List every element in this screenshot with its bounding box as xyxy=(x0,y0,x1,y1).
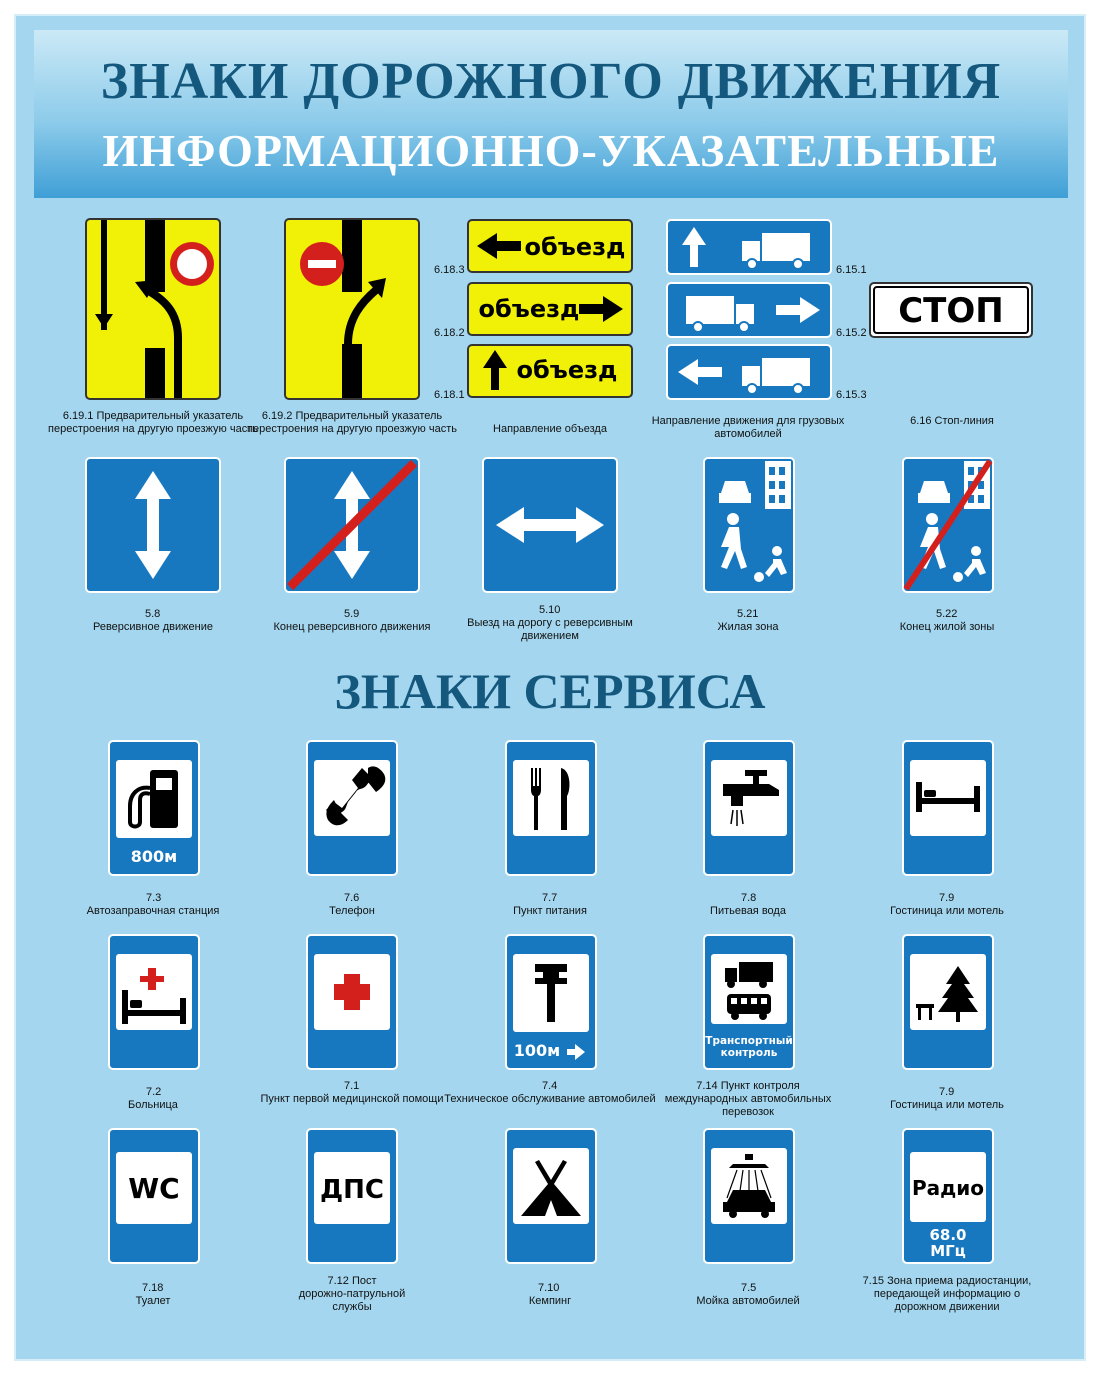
svg-text:WC: WC xyxy=(128,1172,180,1205)
svg-text:800м: 800м xyxy=(130,847,178,866)
caption-7-4: Техническое обслуживание автомобилей xyxy=(444,1093,656,1105)
code-5-8: 5.8 xyxy=(145,608,161,620)
code-7-12: 7.12 Пост xyxy=(327,1275,377,1287)
caption-6-19-1: 6.19.1 Предварительный указатель перестроения на другую проезжую часть xyxy=(48,410,258,435)
caption-5-9: Конец реверсивного движения xyxy=(273,621,431,633)
sign-7-8-drinking-water-icon xyxy=(703,740,795,876)
caption-7-5: Мойка автомобилей xyxy=(696,1295,800,1307)
svg-text:Транспортный: Транспортный xyxy=(705,1035,793,1047)
caption-7-8: Питьевая вода xyxy=(710,905,786,917)
code-6-18-3: 6.18.3 xyxy=(434,264,465,276)
sign-5-9-end-reversible-icon xyxy=(284,457,420,593)
code-6-15-3: 6.15.3 xyxy=(836,389,867,401)
sign-7-1-first-aid-icon xyxy=(306,934,398,1070)
caption-7-12: дорожно-патрульной службы xyxy=(298,1288,406,1313)
sign-5-22-end-living-zone-icon xyxy=(902,457,994,593)
caption-7-10: Кемпинг xyxy=(528,1295,572,1307)
code-7-6: 7.6 xyxy=(344,892,360,904)
sign-6-19-1-lane-change-icon xyxy=(85,218,221,400)
sign-5-21-living-zone-icon xyxy=(703,457,795,593)
caption-5-22: Конец жилой зоны xyxy=(899,621,995,633)
code-6-18-1: 6.18.1 xyxy=(434,389,465,401)
sign-7-9-hotel-icon xyxy=(902,740,994,876)
caption-7-6: Телефон xyxy=(329,905,375,917)
code-7-8: 7.8 xyxy=(741,892,757,904)
caption-5-21: Жилая зона xyxy=(717,621,779,633)
code-6-15-2: 6.15.2 xyxy=(836,327,867,339)
caption-7-14: международных автомобильных перевозок xyxy=(664,1093,832,1118)
caption-detour: Направление объезда xyxy=(493,423,607,435)
code-7-18: 7.18 xyxy=(142,1282,164,1294)
sign-6-15-3-truck-left xyxy=(666,344,832,400)
code-7-4: 7.4 xyxy=(542,1080,558,1092)
sign-7-4-car-service-icon xyxy=(505,934,597,1070)
caption-5-10: Выезд на дорогу с реверсивным движением xyxy=(467,617,633,642)
code-7-3: 7.3 xyxy=(146,892,162,904)
svg-text:ДПС: ДПС xyxy=(320,1175,384,1205)
svg-text:100м: 100м xyxy=(513,1041,561,1060)
caption-7-18: Туалет xyxy=(135,1295,171,1307)
sign-7-14-transport-control-icon xyxy=(703,934,795,1070)
svg-text:объезд: объезд xyxy=(516,356,618,384)
code-7-15: 7.15 Зона приема радиостанции, xyxy=(862,1275,1032,1287)
caption-7-1: Пункт первой медицинской помощи xyxy=(260,1093,444,1105)
sign-7-9-camping-rest-icon xyxy=(902,934,994,1070)
code-6-15-1: 6.15.1 xyxy=(836,264,867,276)
poster-title: ЗНАКИ ДОРОЖНОГО ДВИЖЕНИЯ xyxy=(100,53,1002,110)
sign-6-15-1-truck-straight xyxy=(666,219,832,275)
sign-7-12-police-post-icon xyxy=(306,1128,398,1264)
code-7-5: 7.5 xyxy=(741,1282,757,1294)
sign-7-2-hospital-icon xyxy=(108,934,200,1070)
code-7-9-b: 7.9 xyxy=(939,1086,955,1098)
code-5-22: 5.22 xyxy=(936,608,958,620)
code-7-7: 7.7 xyxy=(542,892,558,904)
svg-text:68.0: 68.0 xyxy=(929,1226,967,1244)
caption-trucks: Направление движения для грузовых автомобилей xyxy=(651,415,845,440)
sign-7-18-toilet-icon xyxy=(108,1128,200,1264)
caption-7-9-b: Гостиница или мотель xyxy=(890,1099,1004,1111)
caption-7-3: Автозаправочная станция xyxy=(86,905,220,917)
svg-text:СТОП: СТОП xyxy=(898,291,1004,331)
header-banner xyxy=(34,30,1068,198)
sign-6-19-2-lane-change-icon xyxy=(284,218,420,400)
svg-text:объезд: объезд xyxy=(478,295,580,323)
code-6-18-2: 6.18.2 xyxy=(434,327,465,339)
sign-6-18-2-detour-right xyxy=(467,282,633,336)
sign-6-18-3-detour-left xyxy=(467,219,633,273)
svg-text:Радио: Радио xyxy=(911,1176,985,1200)
code-7-1: 7.1 xyxy=(344,1080,360,1092)
caption-6-19-2: 6.19.2 Предварительный указатель перестроения на другую проезжую часть xyxy=(247,410,457,435)
sign-7-10-camping-icon xyxy=(505,1128,597,1264)
svg-text:контроль: контроль xyxy=(720,1047,778,1059)
sign-7-3-fuel-station-icon xyxy=(108,740,200,876)
sign-5-10-reversible-entry-icon xyxy=(482,457,618,593)
caption-7-9-a: Гостиница или мотель xyxy=(890,905,1004,917)
code-7-9-a: 7.9 xyxy=(939,892,955,904)
poster-subtitle: ИНФОРМАЦИОННО-УКАЗАТЕЛЬНЫЕ xyxy=(102,125,1000,176)
svg-text:объезд: объезд xyxy=(524,233,626,261)
code-5-9: 5.9 xyxy=(344,608,360,620)
code-7-2: 7.2 xyxy=(146,1086,162,1098)
sign-7-6-telephone-icon xyxy=(306,740,398,876)
sign-7-15-radio-icon xyxy=(902,1128,994,1264)
sign-7-7-food-icon xyxy=(505,740,597,876)
sign-7-5-car-wash-icon xyxy=(703,1128,795,1264)
caption-6-16: 6.16 Стоп-линия xyxy=(910,415,994,427)
sign-6-16-stop-line xyxy=(869,282,1033,338)
sign-5-8-reversible-icon xyxy=(85,457,221,593)
code-7-10: 7.10 xyxy=(538,1282,560,1294)
caption-7-2: Больница xyxy=(128,1099,178,1111)
service-section-title: ЗНАКИ СЕРВИСА xyxy=(334,663,766,719)
caption-7-15: передающей информацию о дорожном движении xyxy=(873,1288,1021,1313)
code-5-10: 5.10 xyxy=(539,604,561,616)
sign-6-15-2-truck-right xyxy=(666,282,832,338)
code-5-21: 5.21 xyxy=(737,608,759,620)
code-7-14: 7.14 Пункт контроля xyxy=(696,1080,800,1092)
caption-7-7: Пункт питания xyxy=(513,905,587,917)
caption-5-8: Реверсивное движение xyxy=(92,621,213,633)
sign-6-18-1-detour-straight xyxy=(467,344,633,398)
svg-text:МГц: МГц xyxy=(930,1242,966,1260)
